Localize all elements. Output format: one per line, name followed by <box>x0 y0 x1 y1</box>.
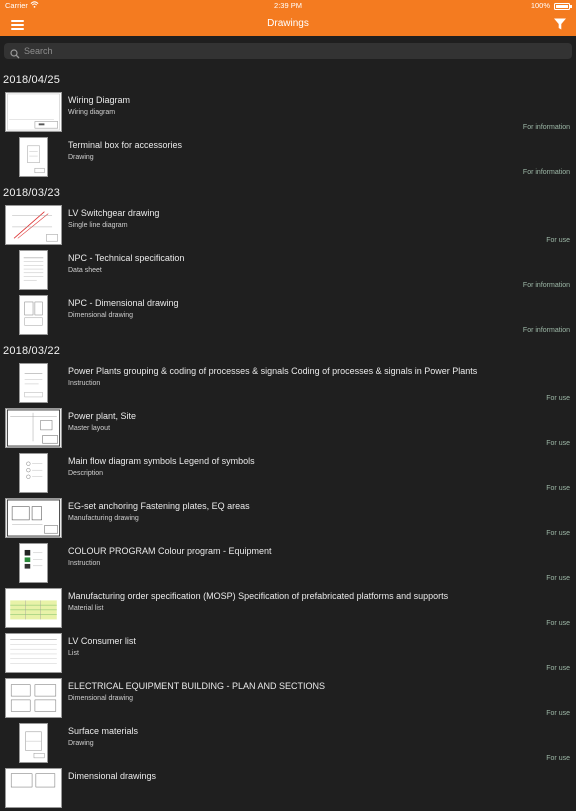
page-title: Drawings <box>267 18 309 29</box>
item-subtitle: Wiring diagram <box>68 109 116 116</box>
drawing-thumbnail <box>19 543 48 583</box>
drawing-thumbnail <box>5 408 62 448</box>
list-item[interactable] <box>0 676 576 721</box>
drawing-thumbnail <box>5 678 62 718</box>
drawing-thumbnail <box>19 723 48 763</box>
date-group <box>0 67 576 180</box>
drawing-thumbnail <box>5 92 62 132</box>
list-item[interactable] <box>0 451 576 496</box>
status-bar <box>0 0 576 12</box>
search-bar <box>0 36 576 67</box>
drawings-list <box>0 67 576 781</box>
item-title: EG-set anchoring Fastening plates, EQ areas <box>68 501 250 511</box>
item-title: ELECTRICAL EQUIPMENT BUILDING - PLAN AND SECTIONS <box>68 681 326 691</box>
search-icon <box>10 46 20 56</box>
battery-icon <box>554 3 570 10</box>
status-label: For information <box>522 282 570 289</box>
drawing-thumbnail <box>5 205 62 245</box>
list-item[interactable] <box>0 496 576 541</box>
item-title: COLOUR PROGRAM Colour program - Equipment <box>68 546 272 556</box>
item-title: Wiring Diagram <box>68 95 131 105</box>
list-item[interactable] <box>0 406 576 451</box>
item-subtitle: Instruction <box>68 380 101 387</box>
drawing-thumbnail <box>19 363 48 403</box>
item-title: Manufacturing order specification (MOSP) Specification of prefabricated platforms and supports <box>68 591 449 601</box>
status-label: For use <box>546 395 570 402</box>
list-item[interactable] <box>0 631 576 676</box>
item-title: LV Switchgear drawing <box>68 208 160 218</box>
item-subtitle: Dimensional drawing <box>68 695 133 702</box>
search-input[interactable] <box>24 43 564 59</box>
list-item[interactable] <box>0 721 576 766</box>
item-title: Power plant, Site <box>68 411 137 421</box>
status-label: For use <box>546 710 570 717</box>
status-label: For use <box>546 665 570 672</box>
list-item[interactable] <box>0 361 576 406</box>
item-title: Power Plants grouping & coding of processes & signals Coding of processes & signals in Power Plants <box>68 366 478 376</box>
item-subtitle: Drawing <box>68 154 94 161</box>
drawing-thumbnail <box>5 498 62 538</box>
status-label: For use <box>546 575 570 582</box>
list-item[interactable] <box>0 293 576 338</box>
date-group <box>0 180 576 338</box>
date-header: 2018/04/25 <box>3 74 61 86</box>
list-item[interactable] <box>0 766 576 811</box>
drawing-thumbnail <box>19 250 48 290</box>
search-field[interactable] <box>4 43 572 59</box>
list-item[interactable] <box>0 541 576 586</box>
drawing-thumbnail <box>19 453 48 493</box>
status-time: 2:39 PM <box>274 1 302 10</box>
item-subtitle: Description <box>68 470 104 477</box>
status-label: For information <box>522 124 570 131</box>
item-subtitle: Master layout <box>68 425 111 432</box>
item-subtitle: List <box>68 650 79 657</box>
item-subtitle: Instruction <box>68 560 101 567</box>
item-title: Surface materials <box>68 726 139 736</box>
status-label: For use <box>546 237 570 244</box>
drawing-thumbnail <box>5 633 62 673</box>
funnel-filter-icon[interactable] <box>553 17 567 31</box>
nav-bar <box>0 12 576 36</box>
drawing-thumbnail <box>5 588 62 628</box>
list-item[interactable] <box>0 203 576 248</box>
date-group <box>0 338 576 811</box>
item-subtitle: Single line diagram <box>68 222 128 229</box>
list-item[interactable] <box>0 135 576 180</box>
list-item[interactable] <box>0 90 576 135</box>
date-header: 2018/03/22 <box>3 345 61 357</box>
status-label: For use <box>546 485 570 492</box>
list-item[interactable] <box>0 248 576 293</box>
status-label: For use <box>546 620 570 627</box>
drawing-thumbnail <box>19 137 48 177</box>
item-subtitle: Drawing <box>68 740 94 747</box>
item-title: NPC - Technical specification <box>68 253 185 263</box>
date-header: 2018/03/23 <box>3 187 61 199</box>
item-title: Main flow diagram symbols Legend of symbols <box>68 456 255 466</box>
status-label: For information <box>522 169 570 176</box>
carrier-label: Carrier <box>5 1 28 10</box>
item-subtitle: Manufacturing drawing <box>68 515 139 522</box>
status-label: For use <box>546 440 570 447</box>
item-title: Terminal box for accessories <box>68 140 183 150</box>
battery-percentage: 100% <box>530 1 550 10</box>
item-subtitle: Material list <box>68 605 104 612</box>
item-subtitle: Data sheet <box>68 267 102 274</box>
item-subtitle: Dimensional drawing <box>68 312 133 319</box>
drawing-thumbnail <box>19 295 48 335</box>
item-title: LV Consumer list <box>68 636 136 646</box>
status-label: For use <box>546 530 570 537</box>
item-title: Dimensional drawings <box>68 771 157 781</box>
item-title: NPC - Dimensional drawing <box>68 298 179 308</box>
status-label: For use <box>546 755 570 762</box>
status-label: For information <box>522 327 570 334</box>
drawing-thumbnail <box>5 768 62 808</box>
list-item[interactable] <box>0 586 576 631</box>
